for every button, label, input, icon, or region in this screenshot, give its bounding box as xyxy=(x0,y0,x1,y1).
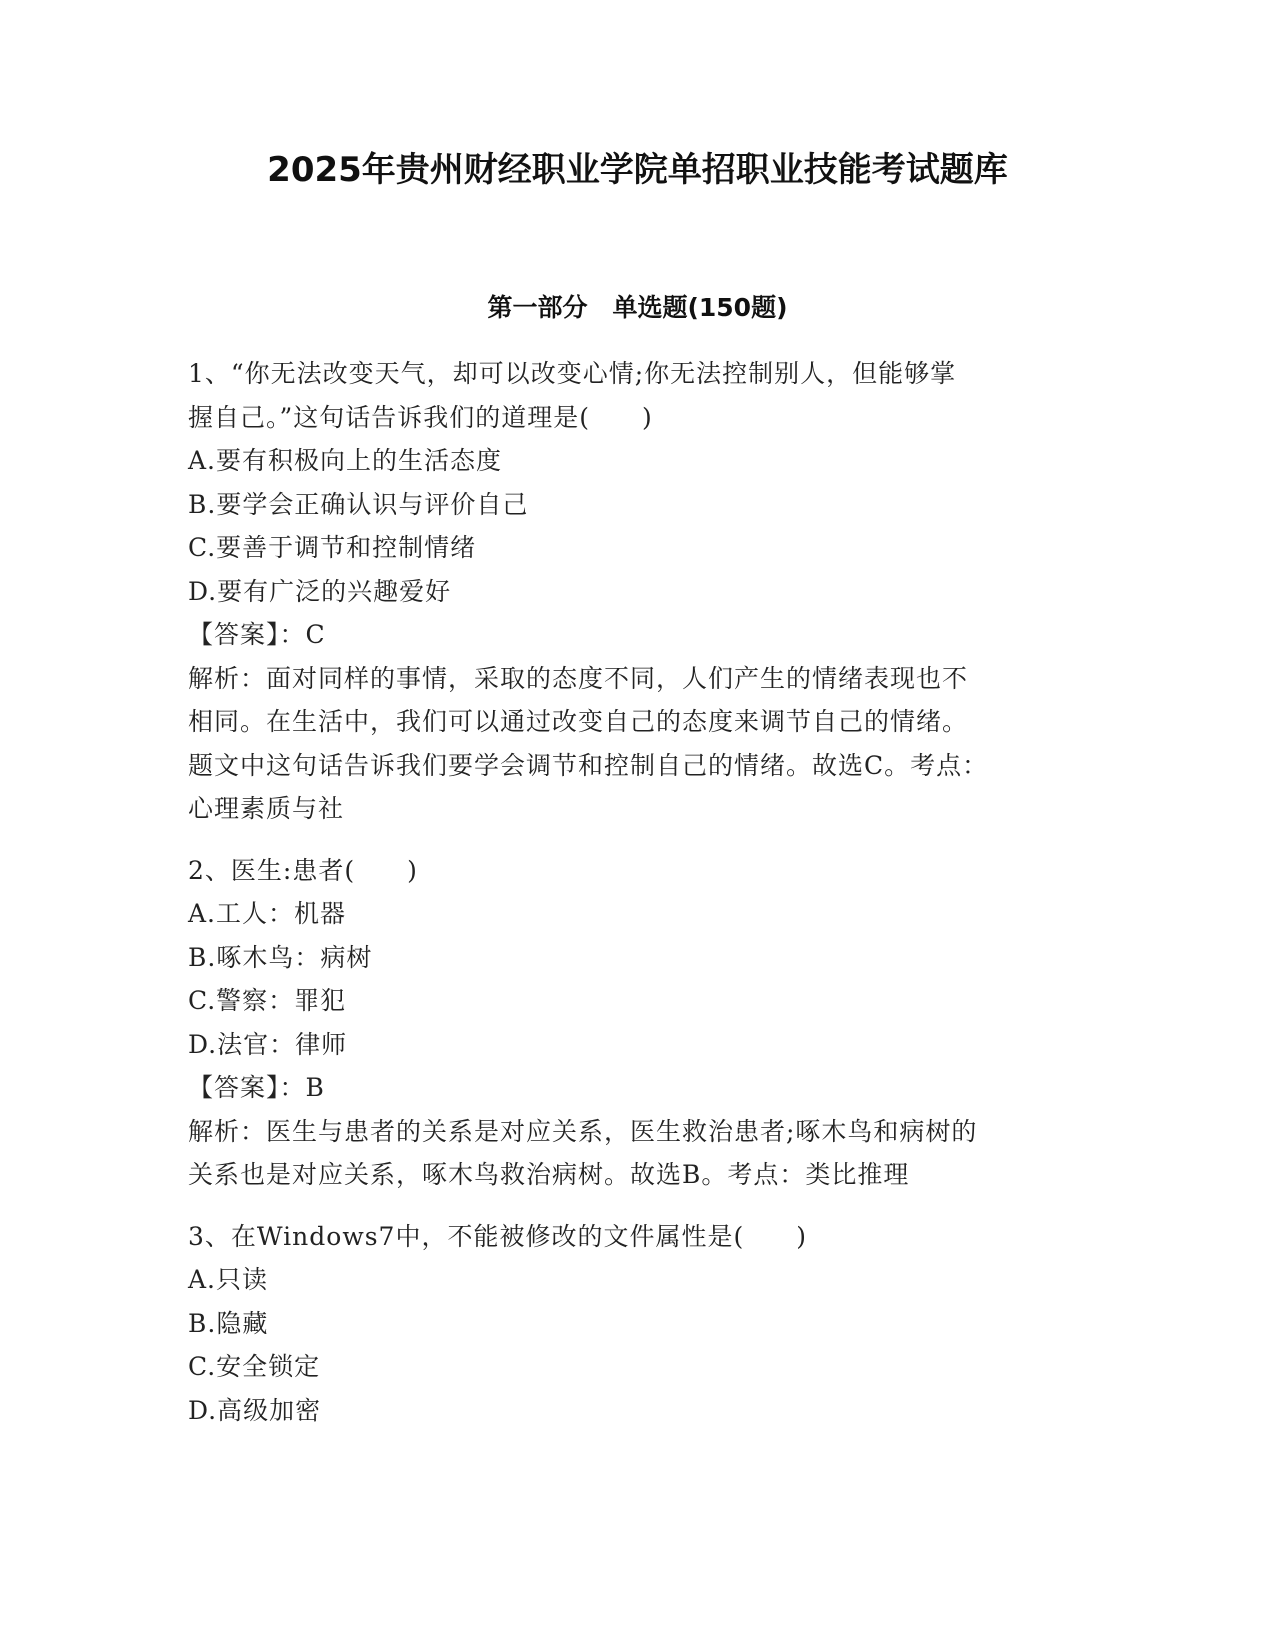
question-item xyxy=(188,352,1088,831)
option-d: D.高级加密 xyxy=(188,1395,322,1425)
option-c: C.警察：罪犯 xyxy=(188,986,347,1015)
question-item xyxy=(188,1215,1088,1433)
analysis-text: 关系也是对应关系，啄木鸟救治病树。故选B。考点：类比推理 xyxy=(188,1160,910,1189)
analysis-text: 相同。在生活中，我们可以通过改变自己的态度来调节自己的情绪。 xyxy=(188,707,969,736)
question-list xyxy=(188,352,1088,1450)
answer-label: 【答案】：C xyxy=(188,620,326,649)
option-d: D.法官：律师 xyxy=(188,1029,348,1059)
option-a: A.要有积极向上的生活态度 xyxy=(188,446,503,475)
option-d: D.要有广泛的兴趣爱好 xyxy=(188,576,452,606)
question-stem: 握自己。”这句话告诉我们的道理是( ) xyxy=(188,402,653,432)
option-b: B.隐藏 xyxy=(188,1308,269,1338)
option-c: C.安全锁定 xyxy=(188,1352,321,1381)
option-a: A.只读 xyxy=(188,1265,269,1294)
answer-label: 【答案】：B xyxy=(188,1073,325,1102)
option-c: C.要善于调节和控制情绪 xyxy=(188,533,477,562)
section-heading: 第一部分 单选题(150题) xyxy=(487,293,788,322)
question-stem: 2、医生:患者( ) xyxy=(188,855,418,885)
analysis-text: 心理素质与社 xyxy=(188,794,345,823)
analysis-text: 题文中这句话告诉我们要学会调节和控制自己的情绪。故选C。考点： xyxy=(188,750,989,780)
option-a: A.工人：机器 xyxy=(188,899,347,928)
analysis-text: 解析：医生与患者的关系是对应关系，医生救治患者;啄木鸟和病树的 xyxy=(188,1116,978,1146)
question-stem: 3、在Windows7中，不能被修改的文件属性是( ) xyxy=(188,1221,807,1251)
question-stem: 1、“你无法改变天气，却可以改变心情;你无法控制别人，但能够掌 xyxy=(188,359,957,388)
document-title: 2025年贵州财经职业学院单招职业技能考试题库 xyxy=(267,150,1008,190)
question-item xyxy=(188,849,1088,1197)
analysis-text: 解析：面对同样的事情，采取的态度不同，人们产生的情绪表现也不 xyxy=(188,663,969,693)
option-b: B.啄木鸟：病树 xyxy=(188,942,373,972)
option-b: B.要学会正确认识与评价自己 xyxy=(188,489,529,519)
